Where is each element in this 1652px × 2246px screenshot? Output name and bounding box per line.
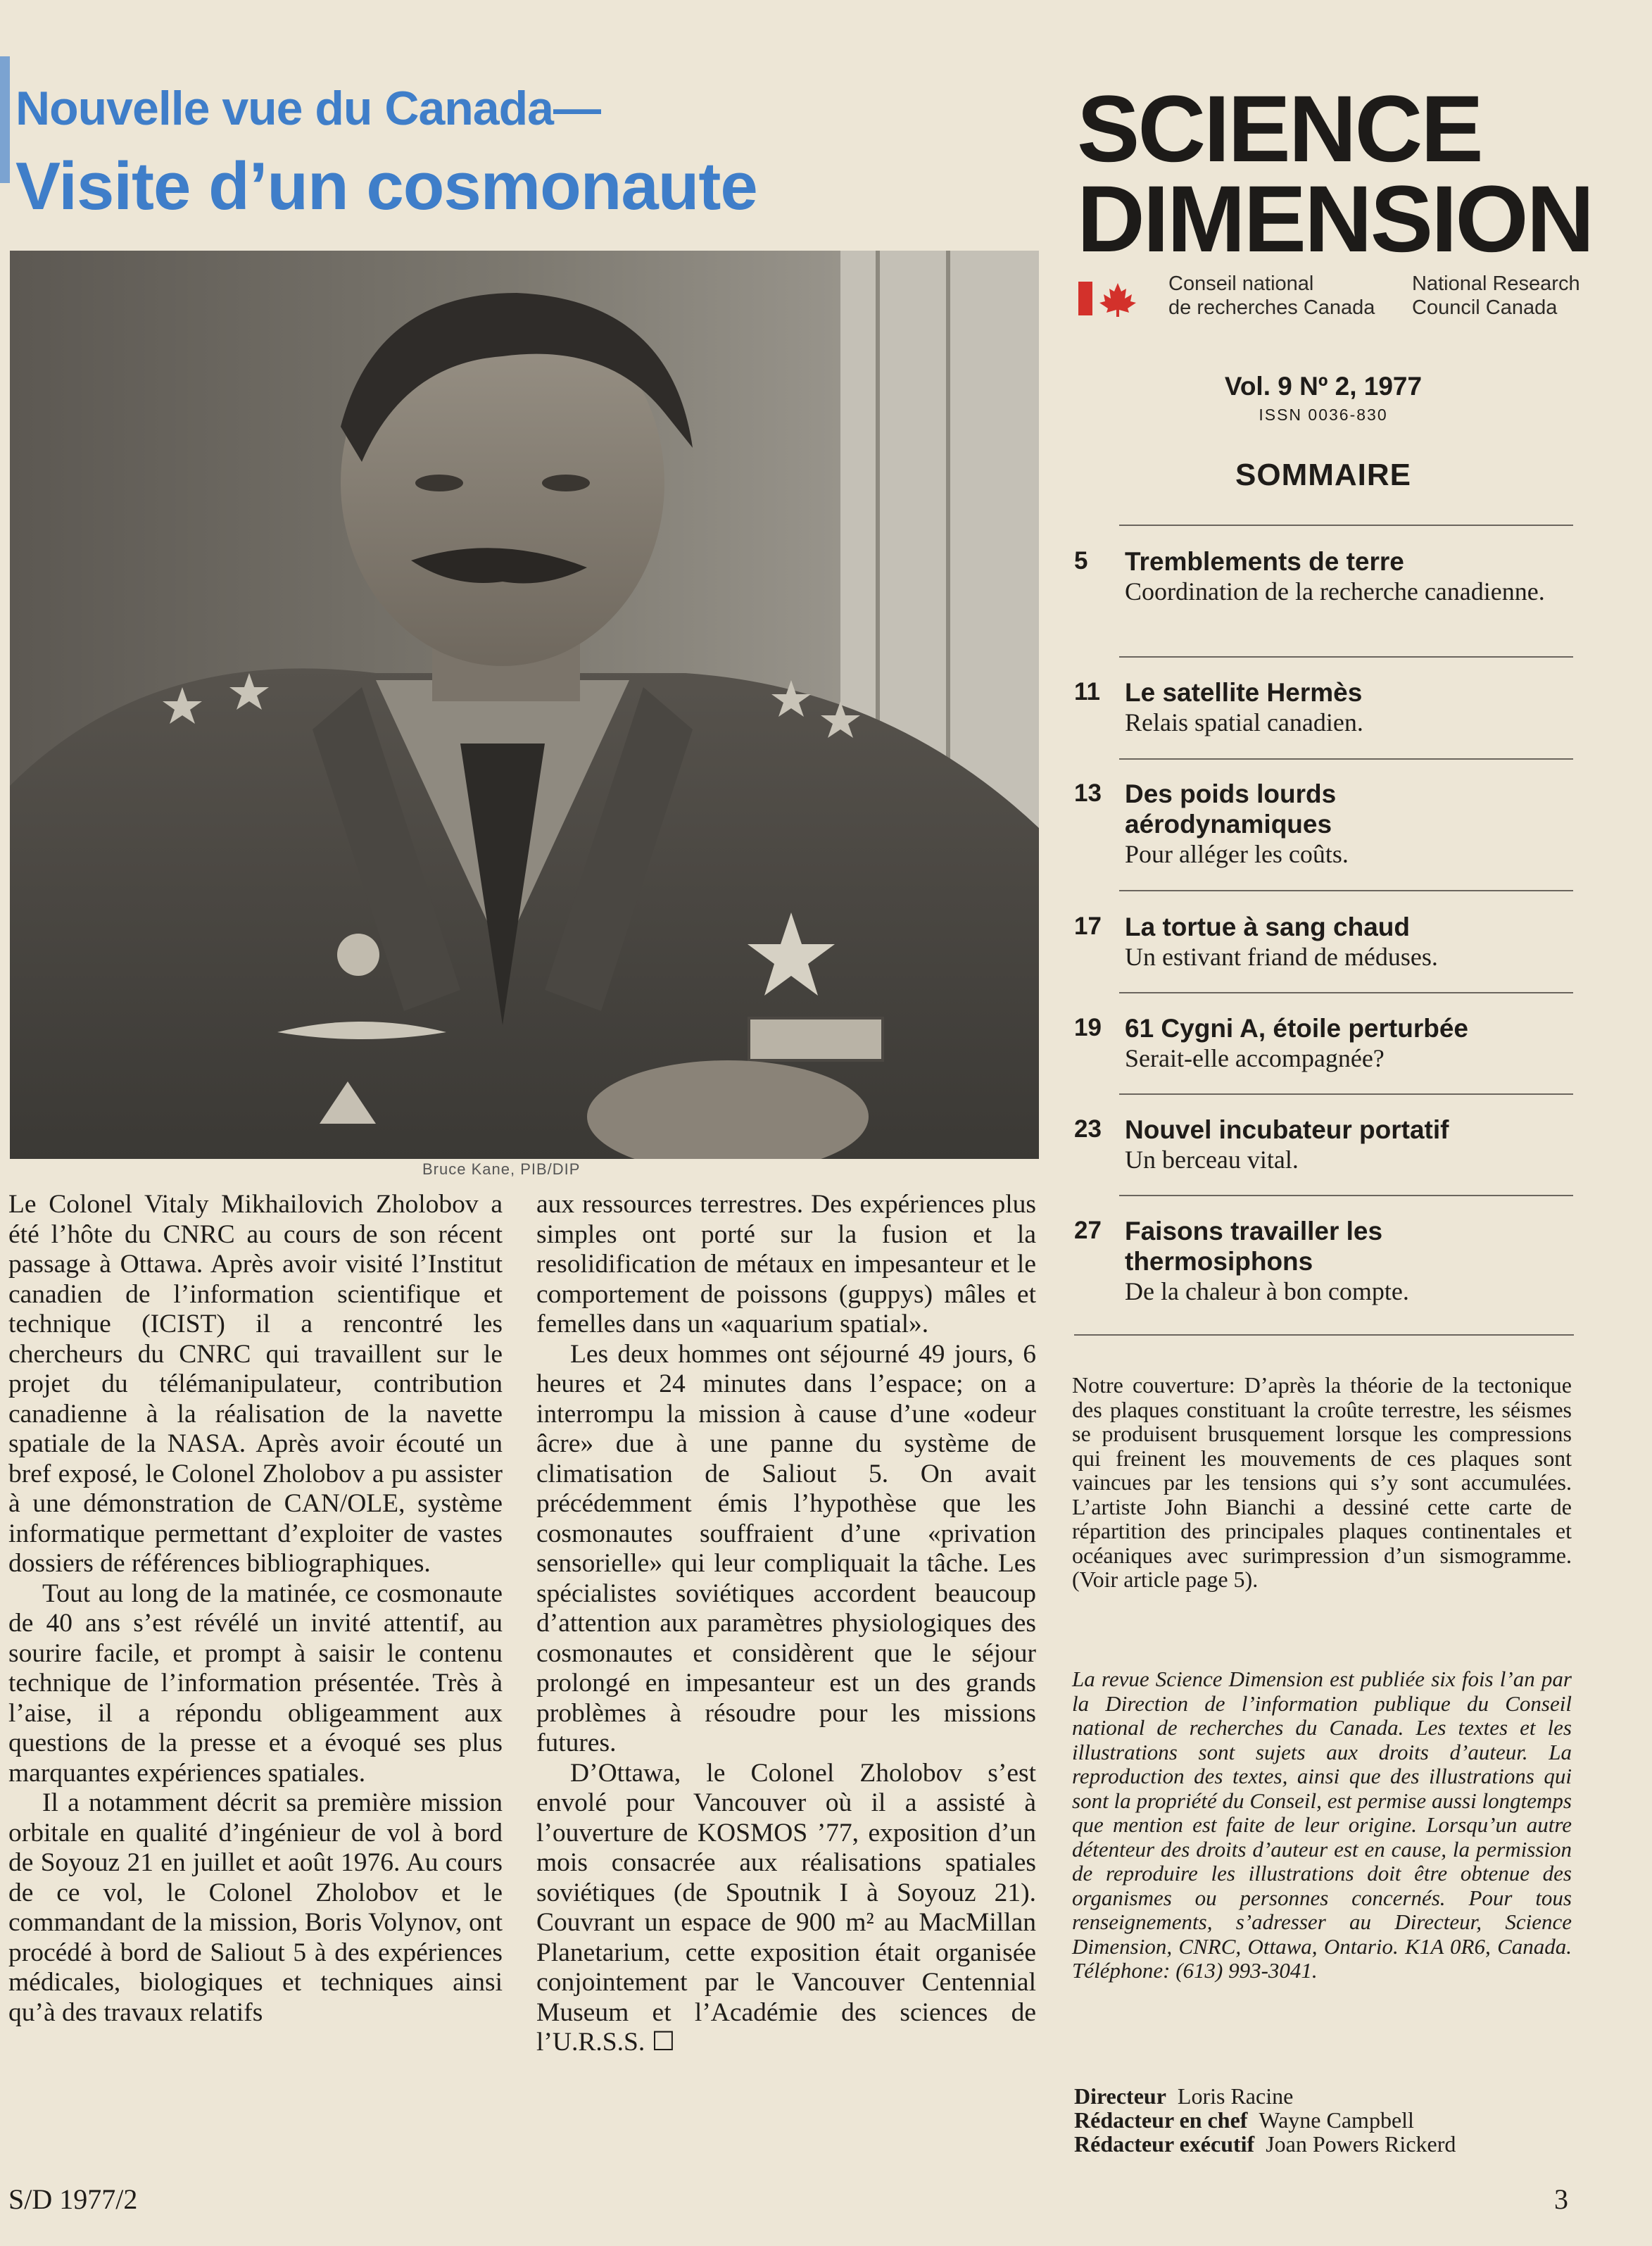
toc-divider [1119,992,1573,993]
toc-subtitle: Coordination de la recherche canadienne. [1125,577,1545,606]
toc-page-number: 13 [1074,779,1102,807]
article-column-2 [536,1190,1036,2058]
toc-divider [1119,1093,1573,1095]
page-edge-strip [0,56,10,183]
staff-credit [1074,2132,1456,2156]
council-name-fr: Conseil national de recherches Canada [1168,272,1375,319]
toc-divider [1119,656,1573,658]
toc-subtitle: Relais spatial canadien. [1125,708,1363,736]
staff-role: Directeur [1074,2083,1166,2109]
toc-item[interactable] [1074,912,1574,972]
toc-heading: SOMMAIRE [1235,458,1411,492]
masthead-title-line-2: DIMENSION [1077,167,1593,272]
toc-title: Nouvel incubateur portatif [1125,1115,1449,1144]
toc-title: Faisons travailler les thermosiphons [1125,1217,1383,1276]
toc-divider [1119,525,1573,526]
toc-title: La tortue à sang chaud [1125,912,1411,941]
cover-description: Notre couverture: D’après la théorie de la tectonique des plaques constituant la croûte terrestre, les séismes se produisent brusquement lorsque les compressions qui freinent les mouvements de ces plaques sont vaincues par les tensions qui s’y sont accumulées. L’artiste John Bianchi a dessiné cette carte de répartition des principales plaques continentales et océaniques avec surimpression d’un sismogramme. (Voir article page 5). [1072,1372,1572,1592]
canada-flag-icon [1078,280,1137,320]
toc-subtitle: Un berceau vital. [1125,1146,1299,1174]
staff-role: Rédacteur en chef [1074,2107,1248,2133]
toc-item[interactable] [1074,677,1574,738]
toc-subtitle: Serait-elle accompagnée? [1125,1044,1385,1072]
footer-issue: S/D 1977/2 [8,2183,138,2215]
toc-title: Le satellite Hermès [1125,678,1363,707]
staff-name: Joan Powers Rickerd [1266,2131,1456,2157]
toc-page-number: 5 [1074,547,1088,575]
staff-credit [1074,2108,1414,2132]
toc-divider [1119,758,1573,760]
toc-item[interactable] [1074,1115,1574,1175]
masthead-title-line-1: SCIENCE [1077,77,1482,182]
issn-number: ISSN 0036-830 [1259,406,1388,424]
article-paragraph: Le Colonel Vitaly Mikhailovich Zholobov a été l’hôte du CNRC au cours de son récent passage à Ottawa. Après avoir visité l’Institut canadien de l’information scientifique et technique (ICIST) il a rencontré les chercheurs du CNRC qui travaillent sur le projet du télémanipulateur, contribution canadienne à la réalisation de la navette spatiale de la NASA. Après avoir écouté un bref exposé, le Colonel Zholobov a pu assister à une démonstration de CAN/OLE, système informatique permettant d’exploiter de vastes dossiers de références bibliographiques. [8,1190,503,1578]
toc-title: 61 Cygni A, étoile perturbée [1125,1014,1468,1043]
article-paragraph: Il a notamment décrit sa première mission orbitale en qualité d’ingénieur de vol à bord de Soyouz 21 en juillet et août 1976. Au cours de ce vol, le Colonel Zholobov et le commandant de la mission, Boris Volynov, ont procédé à bord de Saliout 5 à des expériences médicales, biologiques et techniques ainsi qu’à des travaux relatifs [8,1788,503,2027]
toc-subtitle: De la chaleur à bon compte. [1125,1277,1409,1305]
toc-divider [1074,1334,1574,1336]
photo-illustration [10,251,1039,1159]
issue-volume: Vol. 9 Nº 2, 1977 [1224,372,1423,401]
council-name-en: National Research Council Canada [1412,272,1580,319]
article-column-1 [8,1190,503,2028]
publication-notice: La revue Science Dimension est publiée six fois l’an par la Direction de l’information publique du Conseil national de recherches du Canada. Les textes et les illustrations sont sujets aux droits d’auteur. La reproduction des textes, ainsi que des illustrations qui sont la propriété du Conseil, est permise aussi longtemps que mention est faite de leur origine. Lorsqu’un autre détenteur des droits d’auteur est en cause, la permission de reproduire les illustrations doit être obtenue des organismes ou personnes concernés. Pour tous renseignements, s’adresser au Directeur, Science Dimension, CNRC, Ottawa, Ontario. K1A 0R6, Canada. Téléphone: (613) 993-3041. [1072,1667,1572,1983]
toc-subtitle: Un estivant friand de méduses. [1125,943,1438,971]
cosmonaut-photo [10,251,1039,1159]
toc-item[interactable] [1074,1216,1574,1307]
staff-name: Loris Racine [1177,2083,1294,2109]
article-paragraph: Tout au long de la matinée, ce cosmonaute de 40 ans s’est révélé un invité attentif, au sourire facile, et prompt à saisir le contenu technique de l’information présentée. Très à l’aise, il a répondu obligeamment aux questions de la presse et a évoqué ses plus marquantes expériences spatiales. [8,1579,503,1788]
toc-page-number: 27 [1074,1217,1102,1244]
staff-credit [1074,2084,1293,2108]
toc-page-number: 19 [1074,1014,1102,1041]
page-number: 3 [1554,2183,1568,2215]
toc-item[interactable] [1074,1013,1574,1074]
toc-page-number: 11 [1074,678,1100,705]
staff-name: Wayne Campbell [1259,2107,1414,2133]
toc-page-number: 17 [1074,912,1102,940]
toc-page-number: 23 [1074,1115,1102,1143]
photo-credit: Bruce Kane, PIB/DIP [422,1160,581,1178]
toc-subtitle: Pour alléger les coûts. [1125,840,1349,868]
toc-title: Des poids lourds aérodynamiques [1125,779,1337,839]
toc-item[interactable] [1074,546,1574,607]
toc-item[interactable] [1074,779,1574,870]
headline-line-1: Nouvelle vue du Canada— [15,82,600,135]
headline-line-2: Visite d’un cosmonaute [15,149,757,224]
toc-divider [1119,890,1573,891]
toc-title: Tremblements de terre [1125,547,1404,576]
toc-divider [1119,1195,1573,1196]
article-paragraph: aux ressources terrestres. Des expériences plus simples ont porté sur la fusion et la resolidification de métaux en impesanteur et le comportement de poissons (guppys) mâles et femelles dans un «aquarium spatial». [536,1190,1036,1338]
article-paragraph: D’Ottawa, le Colonel Zholobov s’est envolé pour Vancouver où il a assisté à l’ouverture de KOSMOS ’77, exposition d’un mois consacrée aux réalisations spatiales soviétiques (de Spoutnik I à Soyouz 21). Couvrant un espace de 900 m² au MacMillan Planetarium, cette exposition était organisée conjointement par le Vancouver Centennial Museum et l’Académie des sciences de l’U.R.S.S. ☐ [536,1758,1036,2057]
staff-role: Rédacteur exécutif [1074,2131,1255,2157]
article-paragraph: Les deux hommes ont séjourné 49 jours, 6 heures et 24 minutes dans l’espace; on a interrompu la mission à cause d’une «odeur âcre» due à une panne du système de climatisation de Saliout 5. On avait précédemment émis l’hypothèse que les cosmonautes souffraient d’une «privation sensorielle» qui leur compliquait la tâche. Les spécialistes soviétiques accordent beaucoup d’attention aux paramètres physiologiques des cosmonautes et considèrent que le séjour prolongé en impesanteur est un des grands problèmes à résoudre pour les missions futures. [536,1339,1036,1757]
